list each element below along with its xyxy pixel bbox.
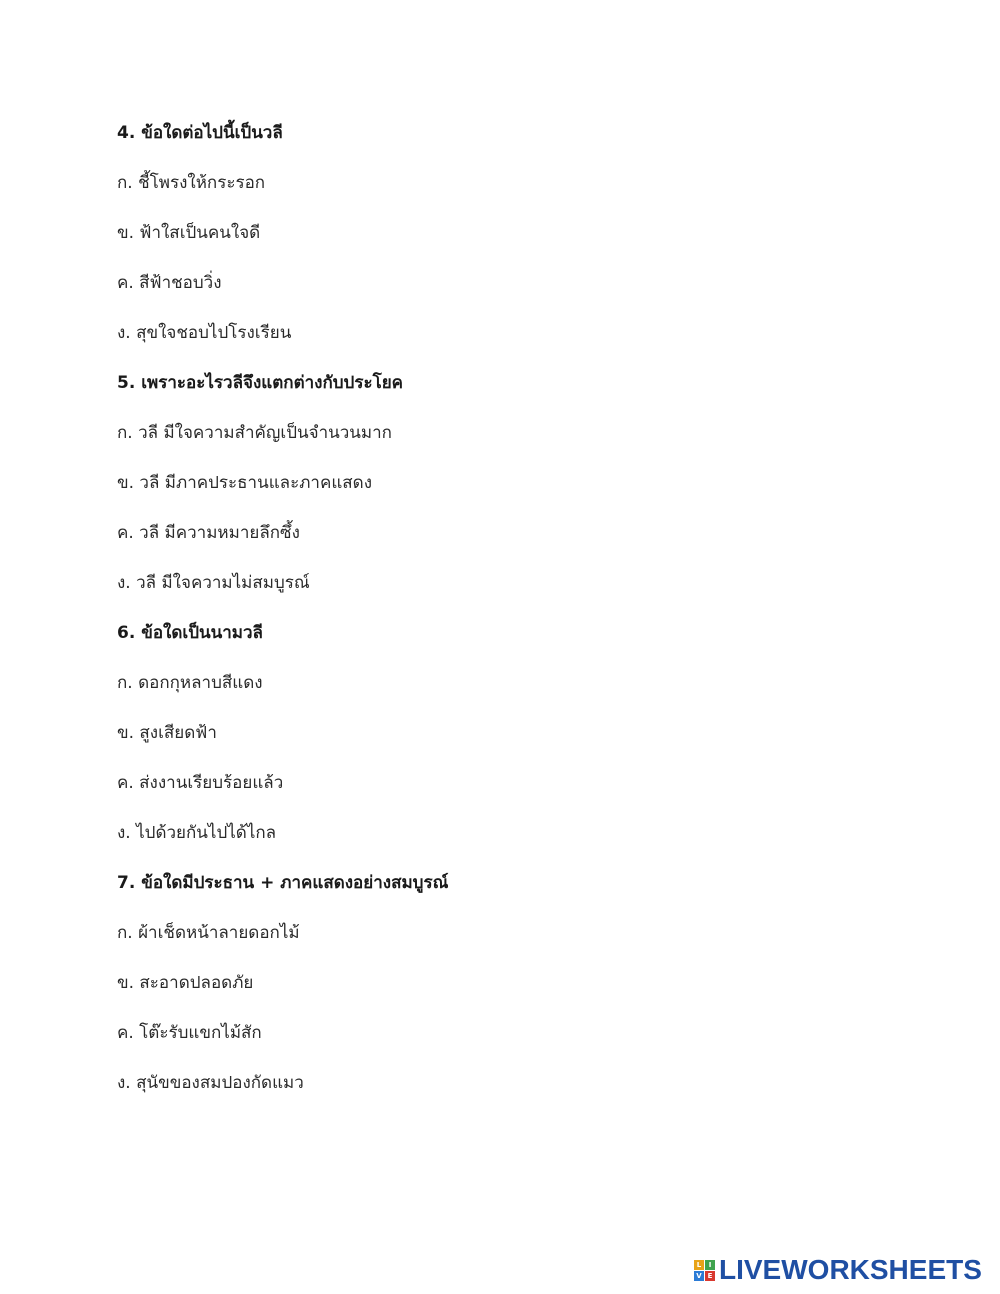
- live-logo-icon: [694, 1260, 715, 1281]
- logo-letter-v: V: [694, 1271, 704, 1281]
- option-c: ค. สีฟ้าชอบวิ่ง: [117, 273, 222, 293]
- question-title: 6. ข้อใดเป็นนามวลี: [117, 623, 263, 643]
- option-a: ก. วลี มีใจความสำคัญเป็นจำนวนมาก: [117, 423, 392, 443]
- option-c: ค. วลี มีความหมายลึกซึ้ง: [117, 523, 300, 543]
- question-6: [117, 618, 937, 848]
- option-b: ข. สูงเสียดฟ้า: [117, 723, 217, 743]
- option-d: ง. สุขใจชอบไปโรงเรียน: [117, 323, 292, 343]
- liveworksheets-logo: [694, 1254, 982, 1286]
- option-b: ข. วลี มีภาคประธานและภาคแสดง: [117, 473, 373, 493]
- logo-letter-i: I: [705, 1260, 715, 1270]
- brand-wordmark: LIVEWORKSHEETS: [719, 1254, 982, 1285]
- option-a: ก. ผ้าเช็ดหน้าลายดอกไม้: [117, 923, 300, 943]
- option-c: ค. โต๊ะรับแขกไม้สัก: [117, 1023, 262, 1043]
- option-d: ง. ไปด้วยกันไปได้ไกล: [117, 823, 277, 843]
- option-a: ก. ดอกกุหลาบสีแดง: [117, 673, 263, 693]
- question-title: 7. ข้อใดมีประธาน + ภาคแสดงอย่างสมบูรณ์: [117, 873, 449, 893]
- option-a: ก. ชี้โพรงให้กระรอก: [117, 173, 266, 193]
- worksheet: [117, 118, 937, 1118]
- option-b: ข. ฟ้าใสเป็นคนใจดี: [117, 223, 261, 243]
- option-c: ค. ส่งงานเรียบร้อยแล้ว: [117, 773, 284, 793]
- logo-letter-e: E: [705, 1271, 715, 1281]
- question-title: 4. ข้อใดต่อไปนี้เป็นวลี: [117, 123, 283, 143]
- option-b: ข. สะอาดปลอดภัย: [117, 973, 254, 993]
- question-5: [117, 368, 937, 598]
- option-d: ง. วลี มีใจความไม่สมบูรณ์: [117, 573, 310, 593]
- question-4: [117, 118, 937, 348]
- question-7: [117, 868, 937, 1098]
- logo-letter-l: L: [694, 1260, 704, 1270]
- option-d: ง. สุนัขของสมปองกัดแมว: [117, 1073, 304, 1093]
- question-title: 5. เพราะอะไรวลีจึงแตกต่างกับประโยค: [117, 373, 404, 393]
